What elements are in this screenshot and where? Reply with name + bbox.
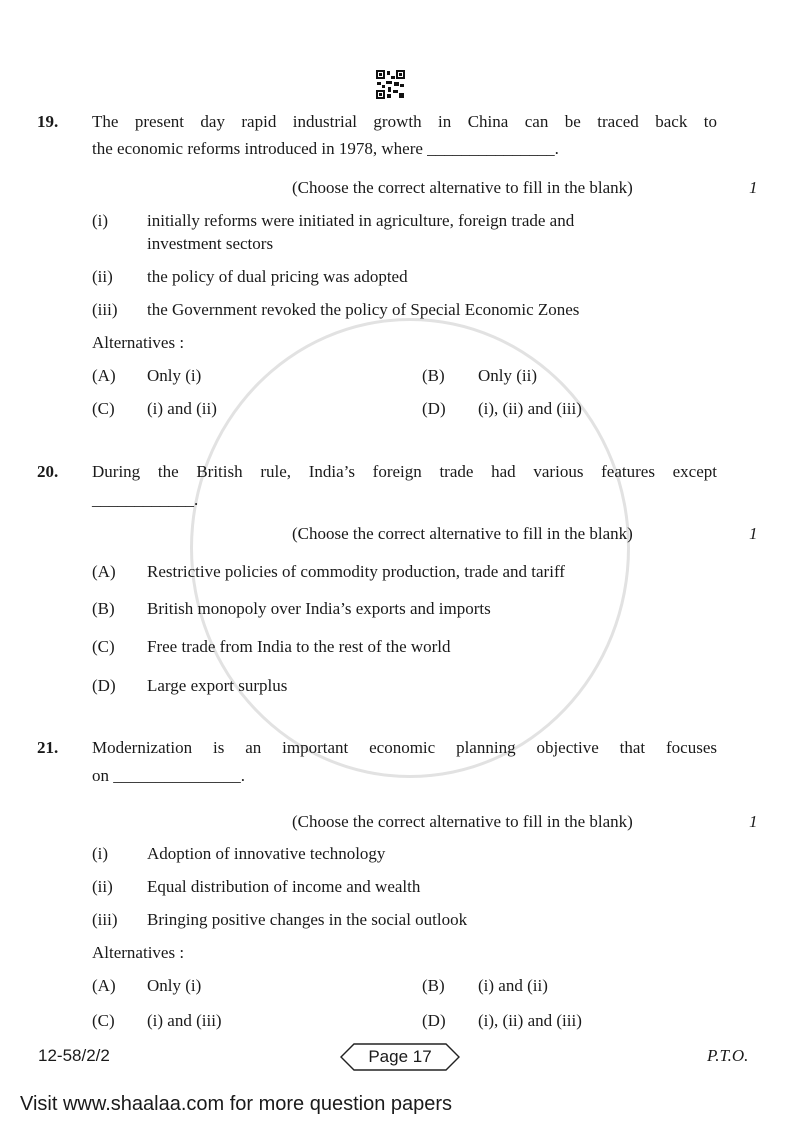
- option-label: (A): [92, 562, 116, 581]
- paper-code: 12-58/2/2: [38, 1046, 110, 1065]
- option-text: Large export surplus: [147, 676, 288, 695]
- option-label: (C): [92, 637, 115, 656]
- option-text: (i) and (ii): [147, 399, 217, 418]
- statement-text: Equal distribution of income and wealth: [147, 877, 421, 896]
- option-text: (i), (ii) and (iii): [478, 399, 582, 418]
- question-text: on _______________.: [92, 766, 245, 785]
- question-number: 19.: [37, 112, 59, 131]
- statement-label: (i): [92, 211, 109, 230]
- option-label: (C): [92, 1011, 115, 1030]
- visit-link[interactable]: Visit www.shaalaa.com for more question papers: [20, 1093, 453, 1115]
- statement-label: (ii): [92, 267, 113, 286]
- statement-text: Bringing positive changes in the social outlook: [147, 910, 468, 929]
- alternatives-label: Alternatives :: [92, 333, 185, 352]
- option-label: (B): [92, 599, 115, 618]
- page-number-badge: [340, 1043, 460, 1071]
- alternatives-label: Alternatives :: [92, 943, 185, 962]
- option-label: (B): [422, 976, 445, 995]
- pto-label: P.T.O.: [707, 1046, 749, 1065]
- option-text: (i) and (ii): [478, 976, 548, 995]
- option-label: (A): [92, 366, 116, 385]
- option-text: (i), (ii) and (iii): [478, 1011, 582, 1030]
- question-text: During the British rule, India’s foreign trade had various features except: [92, 462, 717, 481]
- option-text: Only (i): [147, 366, 202, 385]
- option-text: Restrictive policies of commodity production, trade and tariff: [147, 562, 565, 581]
- question-text: ____________.: [92, 490, 199, 509]
- statement-label: (iii): [92, 910, 118, 929]
- statement-text: the Government revoked the policy of Special Economic Zones: [147, 300, 580, 319]
- option-text: Only (ii): [478, 366, 538, 385]
- question-text: The present day rapid industrial growth in China can be traced back to: [92, 112, 717, 131]
- option-label: (D): [92, 676, 116, 695]
- question-marks: 1: [749, 178, 758, 197]
- question-text: the economic reforms introduced in 1978, where _______________.: [92, 139, 559, 158]
- page-number: Page 17: [368, 1047, 432, 1066]
- option-label: (D): [422, 399, 446, 418]
- question-text: Modernization is an important economic planning objective that focuses: [92, 738, 717, 757]
- question-number: 20.: [37, 462, 59, 481]
- question-marks: 1: [749, 812, 758, 831]
- statement-text: initially reforms were initiated in agriculture, foreign trade and: [147, 211, 575, 230]
- option-label: (D): [422, 1011, 446, 1030]
- question-number: 21.: [37, 738, 59, 757]
- question-instruction: (Choose the correct alternative to fill in the blank): [292, 812, 633, 831]
- question-instruction: (Choose the correct alternative to fill in the blank): [292, 524, 633, 543]
- statement-text: the policy of dual pricing was adopted: [147, 267, 408, 286]
- watermark-circle: [190, 318, 630, 778]
- option-label: (C): [92, 399, 115, 418]
- option-text: Free trade from India to the rest of the world: [147, 637, 451, 656]
- statement-label: (iii): [92, 300, 118, 319]
- option-text: (i) and (iii): [147, 1011, 222, 1030]
- statement-text: investment sectors: [147, 234, 274, 253]
- statement-label: (i): [92, 844, 109, 863]
- option-label: (A): [92, 976, 116, 995]
- qr-code-icon: [376, 70, 405, 99]
- question-marks: 1: [749, 524, 758, 543]
- question-instruction: (Choose the correct alternative to fill in the blank): [292, 178, 633, 197]
- option-text: Only (i): [147, 976, 202, 995]
- statement-label: (ii): [92, 877, 113, 896]
- statement-text: Adoption of innovative technology: [147, 844, 386, 863]
- option-text: British monopoly over India’s exports and imports: [147, 599, 491, 618]
- option-label: (B): [422, 366, 445, 385]
